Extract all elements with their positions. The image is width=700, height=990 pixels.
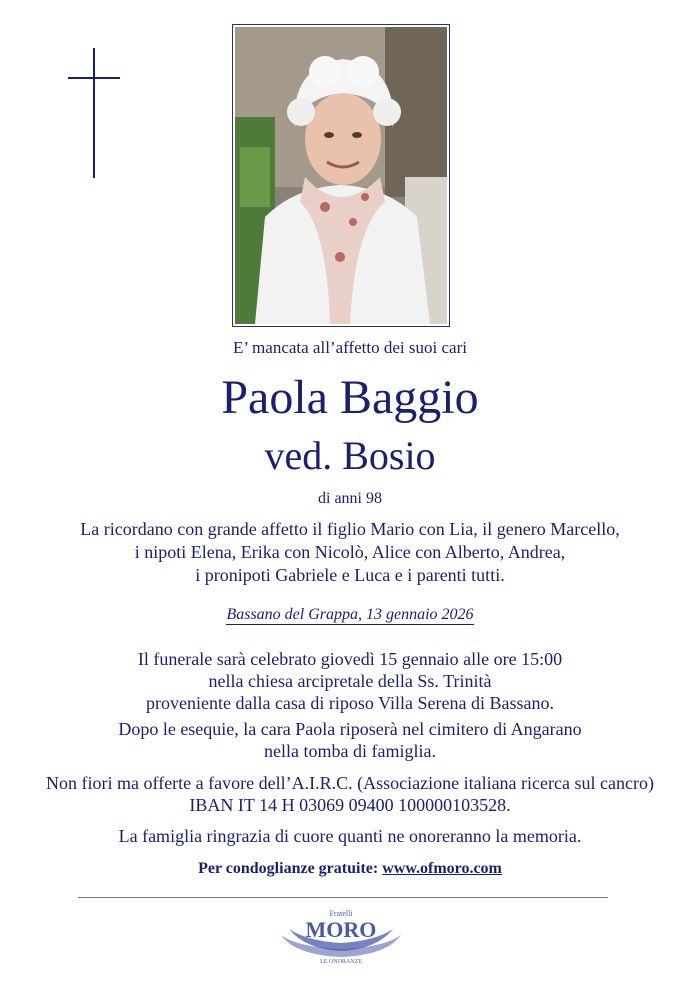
donation-line: IBAN IT 14 H 03069 09400 100000103528. <box>189 795 511 815</box>
condolences-label: Per condoglianze gratuite: <box>198 860 379 877</box>
deceased-name: Paola Baggio <box>221 371 479 424</box>
condolences-link[interactable]: www.ofmoro.com <box>382 860 502 877</box>
thanks-text: La famiglia ringrazia di cuore quanti ne onoreranno la memoria. <box>118 826 582 846</box>
donation-info <box>0 772 700 816</box>
donation-line: Non fiori ma offerte a favore dell’A.I.R.C. (Associazione italiana ricerca sul cancro) <box>46 773 654 793</box>
portrait-photo <box>232 24 450 327</box>
logo-top-text: Fratelli <box>329 909 353 918</box>
burial-line: nella tomba di famiglia. <box>264 741 436 761</box>
condolences <box>0 860 700 878</box>
cross-icon <box>0 0 140 190</box>
intro-text: E’ mancata all’affetto dei suoi cari <box>233 338 467 357</box>
place-date-text: Bassano del Grappa, 13 gennaio 2026 <box>226 606 474 623</box>
mourners-line: i nipoti Elena, Erika con Nicolò, Alice con Alberto, Andrea, <box>134 542 566 562</box>
burial-info <box>0 718 700 762</box>
age-text: di anni 98 <box>318 490 382 507</box>
funeral-info <box>0 648 700 714</box>
place-date <box>0 606 700 624</box>
logo-main-text: MORO <box>305 917 377 942</box>
funeral-line: nella chiesa arcipretale della Ss. Trinità <box>208 671 492 691</box>
widow-of: ved. Bosio <box>264 433 436 478</box>
burial-line: Dopo le esequie, la cara Paola riposerà nel cimitero di Angarano <box>118 719 582 739</box>
funeral-line: Il funerale sarà celebrato giovedì 15 gennaio alle ore 15:00 <box>137 649 563 669</box>
logo-bottom-text: LE ONORANZE <box>320 959 362 965</box>
divider <box>78 897 608 898</box>
mourners-text <box>0 518 700 587</box>
funeral-home-logo <box>275 905 407 965</box>
funeral-line: proveniente dalla casa di riposo Villa Serena di Bassano. <box>146 693 554 713</box>
mourners-line: La ricordano con grande affetto il figlio Mario con Lia, il genero Marcello, <box>80 519 620 539</box>
mourners-line: i pronipoti Gabriele e Luca e i parenti tutti. <box>195 565 505 585</box>
